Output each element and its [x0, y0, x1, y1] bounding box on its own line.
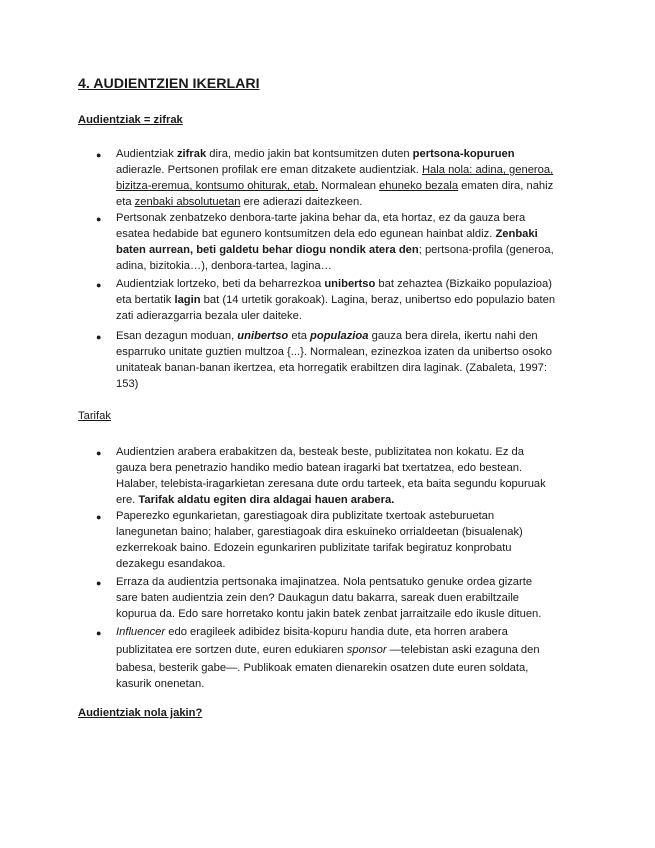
bullet-2-line-2: esatea hedabide bat egunero kontsumitzen dela edo egunean hainbat aldiz. Zenbaki [116, 228, 538, 240]
bullet-1-line-4: eta zenbaki absolutuetan ere adierazi daitezkeen. [116, 196, 363, 208]
bullet-4-line-3: unitateak banan-banan ikertzea, eta horregatik erabiltzen dira laginak. (Zabaleta, 1997: [116, 362, 547, 374]
bullet-2-line-3: baten aurrean, beti galdetu behar diogu nondik atera den; pertsona-profila (generoa, [116, 244, 554, 256]
bullet-7-line-3: kopurua da. Edo sare horretako kontu jakin batek zenbat jarraitzaile edo ikusle dituen. [116, 608, 542, 620]
bullet-5-line-2: gauza bera penetrazio handiko medio batean iragarki bat txertatzea, edo bestean. [116, 462, 523, 474]
bullet-6-line-2: lanegunetan baino; halaber, garestiagoak dira eskuineko orrialdeetan (bisualenak) [116, 526, 523, 538]
bullet-3-line-2: eta bertatik lagin bat (14 urtetik gorakoak). Lagina, beraz, unibertso edo populazio baten [116, 294, 556, 306]
bullet-8-line-3: babesa, besterik gabe—. Publikoak ematen dienarekin osatzen dute euren soldata, [116, 662, 529, 674]
bullet-dot: ● [96, 448, 102, 458]
bullet-dot: ● [96, 280, 102, 290]
section-heading-zifrak: Audientziak = zifrak [78, 114, 183, 126]
bullet-dot: ● [96, 628, 102, 638]
bullet-1-line-3: bizitza-eremua, kontsumo ohiturak, etab. Normalean ehuneko bezala ematen dira, nahiz [116, 180, 554, 192]
bullet-2-line-1: Pertsonak zenbatzeko denbora-tarte jakina behar da, eta hortaz, ez da gauza bera [116, 212, 526, 224]
bullet-dot: ● [96, 214, 102, 224]
bullet-1-line-2: adierazle. Pertsonen profilak ere eman ditzakete audientziak. Hala nola: adina, generoa, [116, 164, 554, 176]
bullet-5-line-4: ere. Tarifak aldatu egiten dira aldagai hauen arabera. [116, 494, 395, 506]
page-title: 4. AUDIENTZIEN IKERLARI [78, 76, 260, 92]
bullet-7-line-1: Erraza da audientzia pertsonaka imajinatzea. Nola pentsatuko genuke ordea gizarte [116, 576, 533, 588]
bullet-3-line-1: Audientziak lortzeko, beti da beharrezkoa unibertso bat zehaztea (Bizkaiko populazioa) [116, 278, 552, 290]
section-heading-jakin: Audientziak nola jakin? [78, 707, 203, 719]
bullet-4-line-2: esparruko unitate guztien multzoa {...}. Normalean, ezinezkoa izaten da unibertso osoko [116, 346, 552, 358]
bullet-dot: ● [96, 578, 102, 588]
bullet-5-line-3: Halaber, telebista-iragarkietan zeresana dute ordu tarteek, eta baita segundu kopuruak [116, 478, 546, 490]
bullet-1-line-1: Audientziak zifrak dira, medio jakin bat kontsumitzen duten pertsona-kopuruen [116, 148, 515, 160]
bullet-3-line-3: zati adierazgarria bezala uler daiteke. [116, 310, 302, 322]
bullet-dot: ● [96, 512, 102, 522]
bullet-6-line-4: dezakegu esandakoa. [116, 558, 226, 570]
bullet-8-line-2: publizitatea ere sortzen dute, euren edukiaren sponsor —telebistan aski ezaguna den [116, 644, 540, 656]
bullet-8-line-4: kasurik onenetan. [116, 678, 205, 690]
bullet-4-line-4: 153) [116, 378, 139, 390]
bullet-5-line-1: Audientzien arabera erabakitzen da, besteak beste, publizitatea non kokatu. Ez da [116, 446, 524, 458]
bullet-dot: ● [96, 332, 102, 342]
bullet-dot: ● [96, 150, 102, 160]
bullet-8-line-1: Influencer edo eragileek adibidez bisita-kopuru handia dute, eta horren arabera [116, 626, 508, 638]
bullet-6-line-3: ezkerrekoak baino. Edozein egunkariren publizitate tarifak begiratuz konprobatu [116, 542, 512, 554]
bullet-7-line-2: sare baten audientzia zein den? Daukagun datu bakarra, sareak duen erabiltzaile [116, 592, 520, 604]
section-heading-tarifak: Tarifak [78, 410, 111, 422]
bullet-2-line-4: adina, bizitokia…), denbora-tartea, lagina… [116, 260, 332, 272]
bullet-6-line-1: Paperezko egunkarietan, garestiagoak dira publizitate txertoak asteburuetan [116, 510, 495, 522]
bullet-4-line-1: Esan dezagun moduan, unibertso eta populazioa gauza bera direla, ikertu nahi den [116, 330, 538, 342]
